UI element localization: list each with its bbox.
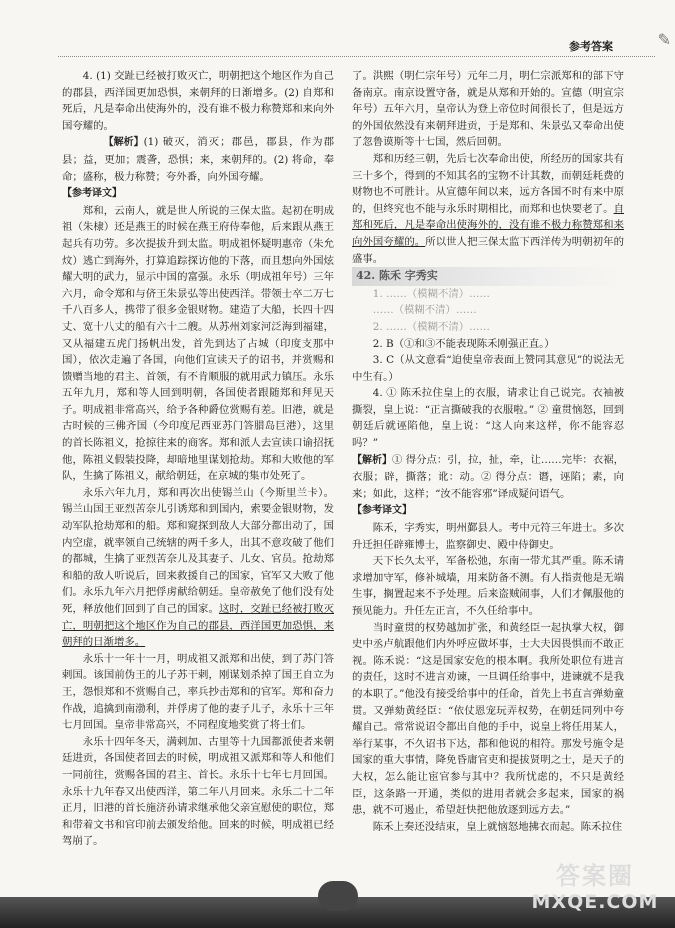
translation-tag-right — [352, 502, 624, 520]
translation-cont-1: 了。洪熙（明仁宗年号）元年二月，明仁宗派郑和的部下守备南京。南京设置守备，就是从郑和开始的。宣德（明宣宗年号）五年六月，皇帝认为登上帝位时间很长了，但是远方的外国依然没有来朝拜进贡，于是郑和、朱景弘又奉命出使了忽鲁谟斯等十七国，然后回朝。 — [352, 70, 624, 149]
translation-q2: 天下长久太平，军备松弛，东南一带尤其严重。陈禾请求增加守军，修补城墙，用来防备不测。有人指责他是无端生事，搁置起来不予处理。后来盗贼闹事，人们才佩服他的预见能力。升任左正言，不久任给事中。 — [352, 555, 624, 617]
analysis-tag-right: 【解析】 — [352, 454, 392, 466]
translation-cont-2-text: 郑和历经三朝，先后七次奉命出使，所经历的国家共有三十多个，得到的不知其名的宝物不计其数，而朝廷耗费的财物也不可胜计。从宣德年间以来，远方各国不时有来中原的，但终究也不能与永乐时期相比，而郑和也快要老了。 — [352, 152, 624, 215]
page-header — [58, 36, 655, 57]
translation-q4: 陈禾上奏还没结束，皇上就恼怒地拂衣而起。陈禾拉住 — [372, 820, 623, 833]
translation-p4: 永乐十四年冬天，满剌加、古里等十九国都派使者来朝廷进贡，各国使者回去的时候，明成祖又派郑和等人和他们一同前往，赏赐各国的君主、首长。永乐十七年七月回国。永乐十九年春又出使西洋，第二年八月回来。永乐二十二年正月，旧港的首长施济孙请求继承他父亲宣慰使的职位，郑和带着文书和官印前去颁发给他。回来的时候，明成祖已经驾崩了。 — [62, 735, 334, 848]
translation-q1: 陈禾，字秀实，明州鄞县人。考中元符三年进士。多次升迁担任辟雍博士，监察御史、殿中侍御史。 — [352, 522, 624, 551]
translation-cont-2 — [352, 151, 624, 267]
translation-p3: 永乐十一年十一月，明成祖又派郑和出使，到了苏门答剌国。该国前伪王的儿子苏干剌，刚谋划杀掉了国王自立为王，怨恨郑和不赏赐自己，率兵抄击郑和的官军。郑和奋力作战，追擒到南渤利，并俘虏了他的妻子儿子，永乐十三年七月回国。皇帝非常高兴，不同程度地奖赏了将士们。 — [62, 652, 334, 732]
analysis-tag: 【解析】 — [103, 137, 144, 149]
translation-cont-2-tail: 所以世人把三保太监下西洋传为明朝初年的盛事。 — [352, 235, 624, 265]
answer-2: 2. B（①和③不能表现陈禾刚强正直。） — [372, 337, 555, 350]
analysis-paragraph — [62, 134, 334, 185]
watermark-line2: MXQE.COM — [531, 891, 659, 913]
footer-ornament-icon — [318, 881, 358, 911]
translation-p2-underlined: 这时，交趾已经被打败灭亡，明朝把这个地区作为自己的郡县，西洋国更加恐惧，来朝拜的日渐增多。 — [62, 603, 335, 649]
left-column — [62, 68, 334, 850]
section-heading-42: 42. 陈禾 字秀实 — [352, 267, 624, 286]
translation-p2-text: 永乐六年九月，郑和再次出使锡兰山（今斯里兰卡）。锡兰山国王亚烈苦奈儿引诱郑和到国内，索要金银财物，发动军队抢劫郑和的船。郑和窥探到敌人大部分都出动了，国内空虚，就率领自己统辖的两千多人，出其不意攻破了他们的都城，生擒了亚烈苦奈儿及其妻子、儿女、官员。抢劫郑和船的敌人听说后，回来救援自己的国家，官军又大败了他们。永乐九年六月把俘虏献给朝廷。皇帝赦免了他们没有处死，释放他们回到了自己的国家。 — [62, 486, 334, 615]
analysis-paragraph-right — [352, 452, 624, 503]
right-column — [352, 68, 624, 835]
watermark-line1: 答案圈 — [556, 862, 634, 890]
header-title: 参考答案 — [569, 40, 613, 53]
translation-q3: 当时童贯的权势越加扩张，和黄经臣一起执掌大权，御史中丞卢航跟他们内外呼应做坏事，士大夫因畏惧而不敢正视。陈禾说：“这是国家安危的根本啊。我所处职位有进言的责任，这时不进言劝谏，一旦调任给事中，进谏就不是我的本职了。”他没有接受给事中的任命，首先上书直言弹劾童贯。又弹劾黄经臣：“依仗恩宠玩弄权势，在朝廷同列中夸耀自己。常常说诏令都出自他的手中，说皇上将任用某人，举行某事，不久诏书下达，都和他说的相符。那发号施令是国家的重大事情，降免昏庸官吏和提拔贤明之士，是天子的大权，怎么能让宦官参与其中？我所忧虑的，不只是黄经臣，这条路一开通，类似的进用者就会多起来，国家的祸患，就不可遏止，希望赶快把他放逐到远方去。” — [352, 621, 624, 817]
translation-tag — [62, 185, 334, 203]
corner-ornament-icon: ✎ — [657, 30, 671, 49]
analysis-text-right: ① 得分点：引，拉，扯，牵，让……完毕：衣裾，衣服；辟，撕落；讹：动。② 得分点：谮，诬陷；素，向来；如此，这样；“汝不能容邪”译成疑问语气。 — [352, 453, 624, 500]
answer-3: 3. C（从文意看“迫使皇帝表面上赞同其意见”的说法无中生有。） — [352, 354, 624, 383]
answer-4: 4. (1) 交趾已经被打败灭亡，明朝把这个地区作为自己的郡县，西洋国更加恐惧，来朝拜的日渐增多。(2) 自郑和死后，凡是奉命出使海外的，没有谁不极力称赞郑和来向外国夸耀的。 — [62, 70, 334, 132]
translation-p1: 郑和，云南人，就是世人所说的三保太监。起初在明成祖（朱棣）还是燕王的时候在燕王府侍奉他，后来跟从燕王起兵有功劳。多次提拔升到太监。明成祖怀疑明惠帝（朱允炆）逃亡到海外，打算追踪探访他的下落，而且想向外国炫耀大明的武力，显示中国的富强。永乐（明成祖年号）三年六月，命令郑和与侪王朱景弘等出使西洋。带领士卒二万七千八百多人，携带了很多金银财物。建造了大船，长四十四丈、宽十八丈的船有六十二艘。从苏州刘家河泛海到福建，又从福建五虎门扬帆出发，首先到达了占城（印度支那中国），依次走遍了各国，向他们宣读天子的诏书，并赏赐和馈赠当地的君主、首领，有不肯顺服的就用武力镇压。永乐五年九月，郑和等人回到明朝，各国使者跟随郑和拜见天子。明成祖非常高兴，给予各种爵位赏赐有差。旧港，就是古时候的三佛齐国（今印度尼西亚苏门答腊岛巨港），这里的首长陈祖义，抢掠往来的商客。郑和派人去宣读口谕招抚他，陈祖义假装投降，却暗地里谋划抢劫。郑和大败他的军队，生擒了陈祖义，献给朝廷，在京城的集市处死了。 — [62, 204, 334, 483]
faded-line-1: 1. ……（模糊不清）…… — [372, 287, 490, 300]
analysis-text: (1) 破灭，消灭；郡邑，郡县，作为郡县；益，更加；震詟，恐惧；来，来朝拜的。(2) 将命，奉命；盛称，极力称赞；夸外番，向外国夸耀。 — [62, 136, 334, 183]
translation-tag-label: 【参考译文】 — [62, 188, 122, 200]
answer-4-right: 4. ① 陈禾拉住皇上的衣服，请求让自己说完。衣袖被撕裂，皇上说：“正言撕破我的衣服啦。” ② 童贯恼怒，回到朝廷后就诬陷他，皇上说：“这人向来这样，你不能容忍吗？” — [352, 387, 624, 450]
translation-tag-right-label: 【参考译文】 — [352, 505, 412, 517]
site-watermark — [529, 856, 661, 922]
faded-line-2: ……（模糊不清）…… — [372, 304, 477, 317]
translation-p2 — [62, 485, 334, 651]
faded-line-3: 2. ……（模糊不清）…… — [372, 320, 490, 333]
translation-cont-2-underlined: 自郑和死后，凡是奉命出使海外的，没有谁不极力称赞郑和来向外国夸耀的。 — [352, 202, 624, 248]
